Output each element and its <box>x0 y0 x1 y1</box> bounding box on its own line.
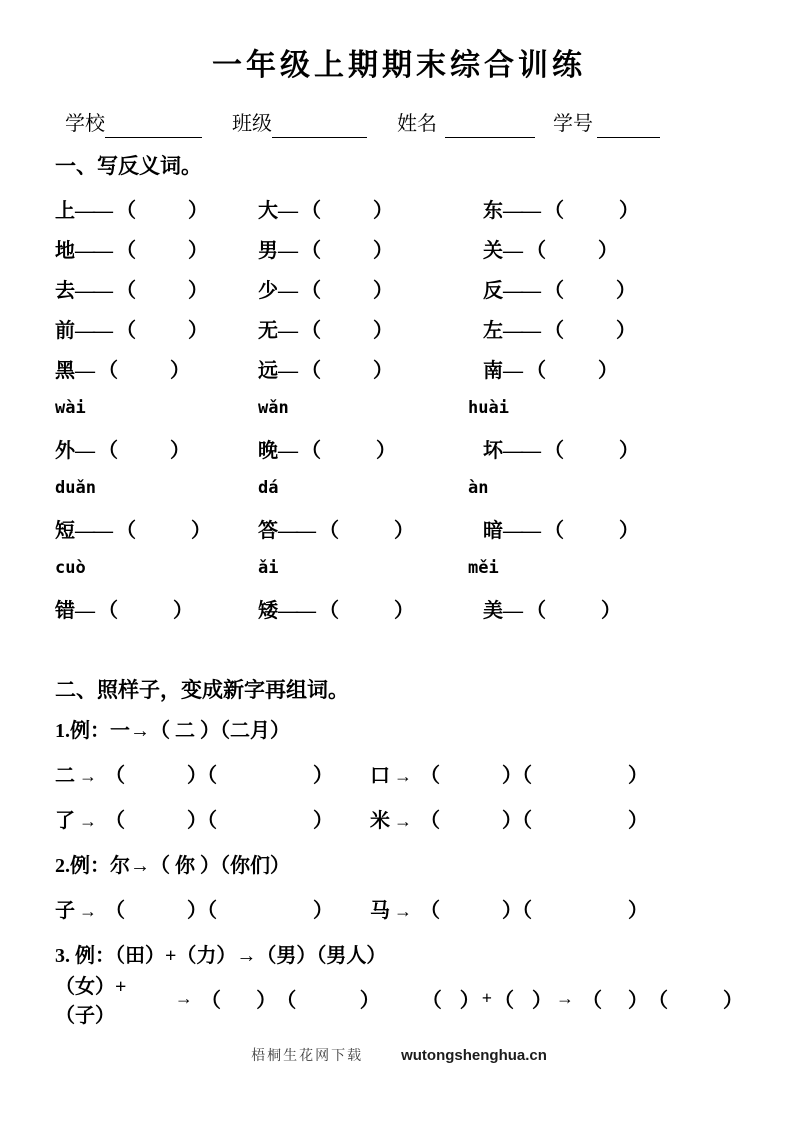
hanzi-char: 男 <box>258 239 278 262</box>
component-blank[interactable] <box>514 990 532 1008</box>
page-footer <box>55 1045 743 1065</box>
antonym-row <box>55 268 743 308</box>
paren-close: ） <box>616 279 636 302</box>
pinyin-label: dá <box>258 478 279 498</box>
dash: —— <box>75 279 111 302</box>
antonym-item <box>483 354 743 383</box>
hanzi-char: 错 <box>55 599 75 622</box>
example-line-1: 1.例：一→（ 二 ）（二月） <box>55 720 290 742</box>
paren-close: ） <box>628 900 648 922</box>
antonym-item <box>258 234 483 263</box>
paren-open: （ <box>276 990 297 1012</box>
arrow-icon: → <box>394 811 412 831</box>
paren-close: ） <box>373 239 393 262</box>
antonym-row <box>55 228 743 268</box>
paren-open: （ <box>544 279 564 302</box>
footer-site-url[interactable]: wutongshenghua.cn <box>401 1046 547 1064</box>
new-char-blank[interactable] <box>125 769 187 787</box>
paren-open: （ <box>98 359 118 382</box>
new-char-blank[interactable] <box>125 904 187 922</box>
dash: —— <box>75 239 111 262</box>
page-title: 一年级上期期末综合训练 <box>212 49 586 82</box>
dash: —— <box>503 199 539 222</box>
answer-blank[interactable] <box>564 204 619 222</box>
combine-prefix: （女）+（子） <box>55 975 127 1027</box>
new-char-blank[interactable] <box>602 990 628 1008</box>
dash: — <box>278 239 296 262</box>
paren-close: ） <box>619 439 639 462</box>
paren-open: （ <box>98 599 118 622</box>
answer-blank[interactable] <box>118 444 170 462</box>
student-id-field <box>553 110 660 138</box>
paren-close: ） <box>532 990 552 1012</box>
antonym-item <box>55 594 258 623</box>
paren-open: （ <box>319 519 339 542</box>
dash: —— <box>503 519 539 542</box>
paren-open: （ <box>116 279 136 302</box>
paren-close: ） <box>376 439 396 462</box>
hanzi-char: 了 <box>55 810 75 832</box>
word-blank[interactable] <box>668 990 723 1008</box>
antonym-item <box>258 594 483 623</box>
example-line-2: 2.例：尔→（ 你 ）（你们） <box>55 855 290 877</box>
pinyin-row <box>55 468 743 508</box>
hanzi-char: 矮 <box>258 599 278 622</box>
answer-blank[interactable] <box>321 244 373 262</box>
paren-close: ） <box>502 900 522 922</box>
dash: — <box>278 319 296 342</box>
hanzi-char: 前 <box>55 319 75 342</box>
paren-open: （ <box>420 765 440 787</box>
antonym-row <box>55 188 743 228</box>
word-blank[interactable] <box>296 990 360 1008</box>
dash: —— <box>503 279 539 302</box>
hanzi-char: 外 <box>55 439 75 462</box>
arrow-icon: → <box>79 901 97 921</box>
dash: —— <box>278 599 314 622</box>
word-building-item <box>55 804 370 833</box>
dash: —— <box>75 519 111 542</box>
paren-close: ） <box>191 519 211 542</box>
paren-close: ） <box>170 359 190 382</box>
name-field-label: 姓名 <box>397 113 437 135</box>
answer-blank[interactable] <box>118 604 173 622</box>
word-blank[interactable] <box>532 814 628 832</box>
answer-blank[interactable] <box>136 324 188 342</box>
antonym-item <box>258 434 483 463</box>
paren-open: （ <box>648 990 668 1012</box>
student-info-header <box>65 106 743 138</box>
paren-open: （ <box>526 359 546 382</box>
class-field <box>232 110 397 138</box>
word-building-item <box>370 759 743 788</box>
paren-close: ） <box>619 519 639 542</box>
antonym-item <box>55 434 258 463</box>
answer-blank[interactable] <box>546 604 601 622</box>
hanzi-char: 大 <box>258 199 278 222</box>
new-char-blank[interactable] <box>125 814 187 832</box>
antonym-item <box>483 234 743 263</box>
word-blank[interactable] <box>217 814 313 832</box>
word-blank[interactable] <box>217 769 313 787</box>
dash: — <box>278 359 296 382</box>
answer-blank[interactable] <box>564 524 619 542</box>
example-line-3: 3. 例：（田）+（力）→（男）（男人） <box>55 945 387 967</box>
hanzi-char: 口 <box>370 765 390 787</box>
paren-close: ） <box>173 599 193 622</box>
paren-open: （ <box>301 319 321 342</box>
antonym-item <box>483 514 743 543</box>
hanzi-char: 左 <box>483 319 503 342</box>
paren-open: （ <box>105 900 125 922</box>
antonym-row <box>55 308 743 348</box>
hanzi-char: 少 <box>258 279 278 302</box>
hanzi-char: 子 <box>55 900 75 922</box>
paren-open: （ <box>420 810 440 832</box>
paren-close: ） <box>394 519 414 542</box>
component-blank[interactable] <box>442 990 460 1008</box>
word-building-item <box>55 759 370 788</box>
arrow-icon: → <box>174 988 193 1008</box>
paren-open: （ <box>116 239 136 262</box>
antonym-exercise <box>55 188 743 628</box>
combine-item-given <box>55 970 380 1028</box>
antonym-row <box>55 348 743 388</box>
paren-open: （ <box>207 810 217 832</box>
paren-close: ） <box>313 900 333 922</box>
answer-blank[interactable] <box>136 204 188 222</box>
hanzi-char: 答 <box>258 519 278 542</box>
paren-close: ） <box>313 810 333 832</box>
hanzi-char: 远 <box>258 359 278 382</box>
antonym-row <box>55 428 743 468</box>
antonym-item <box>483 274 743 303</box>
paren-close: ） <box>170 439 190 462</box>
paren-close: ） <box>628 765 648 787</box>
school-field-label: 学校 <box>65 113 105 135</box>
dash: —— <box>503 319 539 342</box>
paren-close: ） <box>188 199 208 222</box>
hanzi-char: 二 <box>55 765 75 787</box>
antonym-item <box>55 514 258 543</box>
antonym-item <box>483 194 743 223</box>
paren-open: （ <box>301 199 321 222</box>
pinyin-label: měi <box>468 558 499 578</box>
word-building-item <box>370 804 743 833</box>
answer-blank[interactable] <box>136 244 188 262</box>
paren-open: （ <box>319 599 339 622</box>
paren-close: ） <box>187 900 207 922</box>
paren-close: ） <box>188 239 208 262</box>
arrow-icon: → <box>79 811 97 831</box>
class-field-line[interactable] <box>272 111 367 138</box>
paren-close: ） <box>628 990 648 1012</box>
paren-open: （ <box>301 279 321 302</box>
paren-close: ） <box>373 279 393 302</box>
paren-open: （ <box>116 519 136 542</box>
paren-close: ） <box>188 279 208 302</box>
hanzi-char: 去 <box>55 279 75 302</box>
hanzi-char: 暗 <box>483 519 503 542</box>
school-field <box>65 110 232 138</box>
arrow-icon: → <box>556 988 574 1008</box>
hanzi-char: 反 <box>483 279 503 302</box>
paren-open: （ <box>526 239 546 262</box>
paren-open: （ <box>544 519 564 542</box>
antonym-item <box>258 354 483 383</box>
dash: — <box>75 439 93 462</box>
hanzi-char: 坏 <box>483 439 503 462</box>
name-field-line[interactable] <box>445 111 535 138</box>
paren-open: （ <box>582 990 602 1012</box>
antonym-item <box>258 314 483 343</box>
paren-open: （ <box>301 239 321 262</box>
pinyin-label: wǎn <box>258 398 289 418</box>
pinyin-label: àn <box>468 478 489 498</box>
paren-close: ） <box>598 239 618 262</box>
answer-blank[interactable] <box>564 324 616 342</box>
dash: — <box>503 239 521 262</box>
paren-open: （ <box>544 199 564 222</box>
paren-open: （ <box>98 439 118 462</box>
dash: — <box>75 359 93 382</box>
paren-open: （ <box>116 199 136 222</box>
paren-close: ） <box>373 359 393 382</box>
word-blank[interactable] <box>217 904 313 922</box>
paren-close: ） <box>502 810 522 832</box>
answer-blank[interactable] <box>546 244 598 262</box>
student-id-field-line[interactable] <box>597 111 660 138</box>
word-building-row <box>55 751 743 796</box>
component-combine-row <box>55 975 743 1027</box>
arrow-icon: → <box>394 901 412 921</box>
pinyin-label: duǎn <box>55 478 96 498</box>
paren-open: （ <box>105 810 125 832</box>
pinyin-row <box>55 388 743 428</box>
answer-blank[interactable] <box>118 364 170 382</box>
paren-close: ） <box>313 765 333 787</box>
antonym-item <box>258 194 483 223</box>
paren-close: ） <box>394 599 414 622</box>
paren-close: ） <box>373 199 393 222</box>
pinyin-label: huài <box>468 398 509 418</box>
answer-blank[interactable] <box>321 324 373 342</box>
antonym-item <box>55 234 258 263</box>
antonym-item <box>483 594 743 623</box>
antonym-item <box>55 354 258 383</box>
dash: —— <box>75 199 111 222</box>
plus-sign: + <box>481 988 492 1008</box>
arrow-icon: → <box>394 766 412 786</box>
name-field <box>397 110 553 138</box>
hanzi-char: 无 <box>258 319 278 342</box>
answer-blank[interactable] <box>136 524 191 542</box>
word-building-row <box>55 796 743 841</box>
answer-blank[interactable] <box>546 364 598 382</box>
paren-open: （ <box>105 765 125 787</box>
paren-open: （ <box>200 990 221 1012</box>
pinyin-label: cuò <box>55 558 86 578</box>
antonym-item <box>483 314 743 343</box>
hanzi-char: 关 <box>483 239 503 262</box>
hanzi-char: 黑 <box>55 359 75 382</box>
student-id-field-label: 学号 <box>553 113 593 135</box>
paren-close: ） <box>628 810 648 832</box>
dash: — <box>503 359 521 382</box>
antonym-item <box>55 274 258 303</box>
answer-blank[interactable] <box>321 444 376 462</box>
paren-close: ） <box>601 599 621 622</box>
answer-blank[interactable] <box>564 444 619 462</box>
paren-open: （ <box>301 359 321 382</box>
dash: —— <box>75 319 111 342</box>
paren-close: ） <box>619 199 639 222</box>
pinyin-label: ǎi <box>258 558 279 578</box>
dash: — <box>278 199 296 222</box>
answer-blank[interactable] <box>339 524 394 542</box>
paren-close: ） <box>187 810 207 832</box>
paren-open: （ <box>522 810 532 832</box>
paren-open: （ <box>494 990 514 1012</box>
paren-open: （ <box>116 319 136 342</box>
paren-open: （ <box>526 599 546 622</box>
answer-blank[interactable] <box>321 284 373 302</box>
paren-close: ） <box>502 765 522 787</box>
paren-open: （ <box>544 319 564 342</box>
paren-open: （ <box>207 765 217 787</box>
paren-close: ） <box>373 319 393 342</box>
paren-open: （ <box>421 990 442 1012</box>
new-char-blank[interactable] <box>440 814 502 832</box>
new-char-blank[interactable] <box>440 904 502 922</box>
antonym-item <box>258 274 483 303</box>
paren-open: （ <box>301 439 321 462</box>
hanzi-char: 地 <box>55 239 75 262</box>
word-blank[interactable] <box>532 904 628 922</box>
dash: — <box>278 439 296 462</box>
paren-open: （ <box>522 900 532 922</box>
paren-close: ） <box>256 990 277 1012</box>
hanzi-char: 马 <box>370 900 390 922</box>
class-field-label: 班级 <box>232 113 272 135</box>
paren-open: （ <box>544 439 564 462</box>
word-building-item <box>370 894 743 923</box>
word-building-item <box>55 894 370 923</box>
antonym-item <box>55 314 258 343</box>
paren-close: ） <box>598 359 618 382</box>
combine-item-open <box>422 984 743 1013</box>
school-field-line[interactable] <box>105 111 202 138</box>
paren-open: （ <box>420 900 440 922</box>
dash: — <box>278 279 296 302</box>
answer-blank[interactable] <box>339 604 394 622</box>
pinyin-label: wài <box>55 398 86 418</box>
dash: —— <box>278 519 314 542</box>
paren-open: （ <box>207 900 217 922</box>
dash: —— <box>503 439 539 462</box>
antonym-item <box>258 514 483 543</box>
hanzi-char: 米 <box>370 810 390 832</box>
hanzi-char: 上 <box>55 199 75 222</box>
pinyin-row <box>55 548 743 588</box>
arrow-icon: → <box>79 766 97 786</box>
antonym-item <box>55 194 258 223</box>
new-char-blank[interactable] <box>221 990 256 1008</box>
paren-close: ） <box>188 319 208 342</box>
dash: — <box>503 599 521 622</box>
paren-close: ） <box>459 990 480 1012</box>
answer-blank[interactable] <box>564 284 616 302</box>
word-building-exercise <box>55 706 743 1027</box>
hanzi-char: 晚 <box>258 439 278 462</box>
section2-heading: 二、照样子，变成新字再组词。 <box>55 678 349 702</box>
paren-close: ） <box>616 319 636 342</box>
antonym-row <box>55 508 743 548</box>
antonym-row <box>55 588 743 628</box>
answer-blank[interactable] <box>136 284 188 302</box>
answer-blank[interactable] <box>321 364 373 382</box>
section1-heading: 一、写反义词。 <box>55 154 202 178</box>
footer-site-name: 梧桐生花网下载 <box>251 1049 364 1064</box>
dash: — <box>75 599 93 622</box>
paren-close: ） <box>723 990 743 1012</box>
answer-blank[interactable] <box>321 204 373 222</box>
hanzi-char: 美 <box>483 599 503 622</box>
paren-close: ） <box>359 990 380 1012</box>
paren-open: （ <box>522 765 532 787</box>
hanzi-char: 短 <box>55 519 75 542</box>
new-char-blank[interactable] <box>440 769 502 787</box>
hanzi-char: 东 <box>483 199 503 222</box>
hanzi-char: 南 <box>483 359 503 382</box>
paren-close: ） <box>187 765 207 787</box>
antonym-item <box>483 434 743 463</box>
word-blank[interactable] <box>532 769 628 787</box>
word-building-row <box>55 886 743 931</box>
